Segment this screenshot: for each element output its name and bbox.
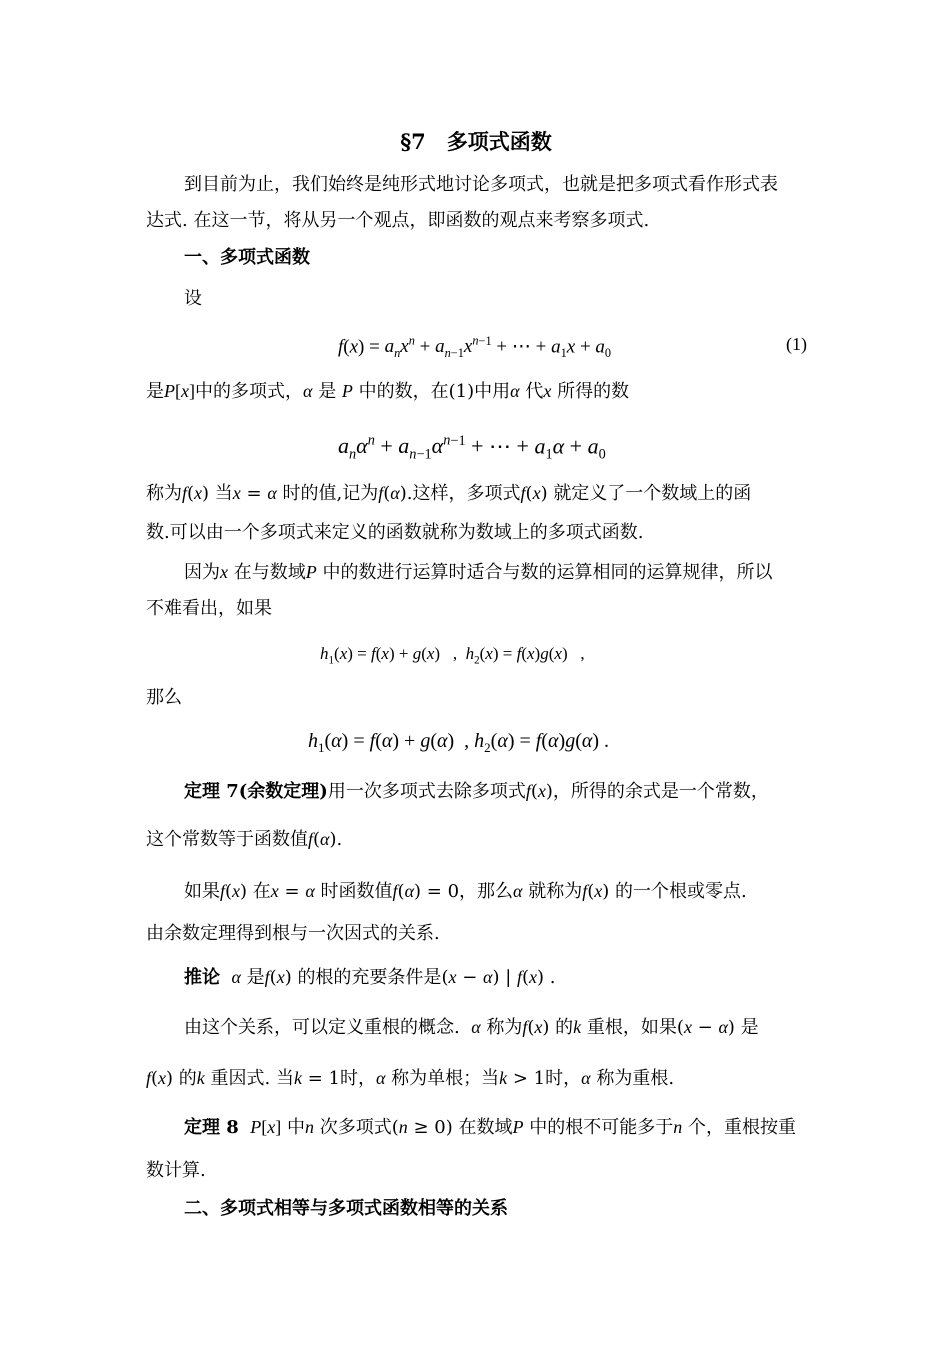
para-value-definition: 称为f(x) 当x = α 时的值,记为f(α).这样，多项式f(x) 就定义了一个数域上的函 bbox=[146, 483, 752, 504]
let-word: 设 bbox=[184, 288, 202, 309]
theorem-7-line-2: 这个常数等于函数值f(α). bbox=[146, 829, 343, 850]
para-because-line-2: 不难看出，如果 bbox=[146, 598, 272, 619]
theorem-8-line-2: 数计算. bbox=[146, 1160, 206, 1181]
intro-line-1: 到目前为止，我们始终是纯形式地讨论多项式，也就是把多项式看作形式表 bbox=[184, 174, 778, 195]
heading-polynomial-function: 一、多项式函数 bbox=[184, 247, 310, 268]
corollary: 推论 α 是f(x) 的根的充要条件是(x − α) | f(x) . bbox=[184, 967, 556, 988]
equation-1: $f(x) = a_nx^n + a_{n-1}x^{n-1}$ + ⋯ + $a_1x + a_0$ bbox=[338, 334, 612, 361]
multiple-root-line-2: f(x) 的k 重因式. 当k = 1时，α 称为单根；当k > 1时，α 称为重根. bbox=[146, 1068, 675, 1089]
theorem-7: 定理 7(余数定理)用一次多项式去除多项式f(x)，所得的余式是一个常数， bbox=[184, 781, 769, 802]
equation-value: $a_n\alpha^n + a_{n-1}\alpha^{n-1}$ + ⋯ + $a_1\alpha + a_0$ bbox=[338, 433, 606, 463]
equation-number-1: (1) bbox=[786, 334, 807, 354]
theorem-8: 定理 8 P[x] 中n 次多项式(n ≥ 0) 在数域P 中的根不可能多于n 个，重根按重 bbox=[184, 1117, 796, 1138]
then-word: 那么 bbox=[146, 687, 182, 708]
theorem-8-label: 定理 8 bbox=[184, 1117, 239, 1138]
root-definition: 如果f(x) 在x = α 时函数值f(α) = 0，那么α 就称为f(x) 的一个根或零点. bbox=[184, 881, 747, 902]
root-definition-line-2: 由余数定理得到根与一次因式的关系. bbox=[146, 923, 440, 944]
para-value-line-2: 数.可以由一个多项式来定义的函数就称为数域上的多项式函数. bbox=[146, 522, 644, 543]
theorem-7-label: 定理 7(余数定理) bbox=[184, 781, 328, 802]
intro-line-2: 达式. 在这一节，将从另一个观点，即函数的观点来考察多项式. bbox=[146, 210, 650, 231]
para-because: 因为x 在与数域P 中的数进行运算时适合与数的运算相同的运算规律，所以 bbox=[184, 562, 773, 583]
multiple-root: 由这个关系，可以定义重根的概念. α 称为f(x) 的k 重根，如果(x − α) 是 bbox=[184, 1017, 759, 1038]
section-title: §7 多项式函数 bbox=[400, 129, 552, 154]
equation-h-alpha: $h_1(\alpha) = f(\alpha) + g(\alpha)$ , $h_2(\alpha) = f(\alpha)g(\alpha)$ . bbox=[308, 730, 610, 755]
corollary-label: 推论 bbox=[184, 967, 220, 988]
para-substitution: 是P[x]中的多项式，α 是 P 中的数，在(1)中用α 代x 所得的数 bbox=[146, 381, 630, 402]
equation-h-functions: $h_1(x) = f(x) + g(x)$ , $h_2(x) = f(x)g(x)$ , bbox=[320, 644, 585, 667]
heading-equality-relation: 二、多项式相等与多项式函数相等的关系 bbox=[184, 1198, 508, 1219]
